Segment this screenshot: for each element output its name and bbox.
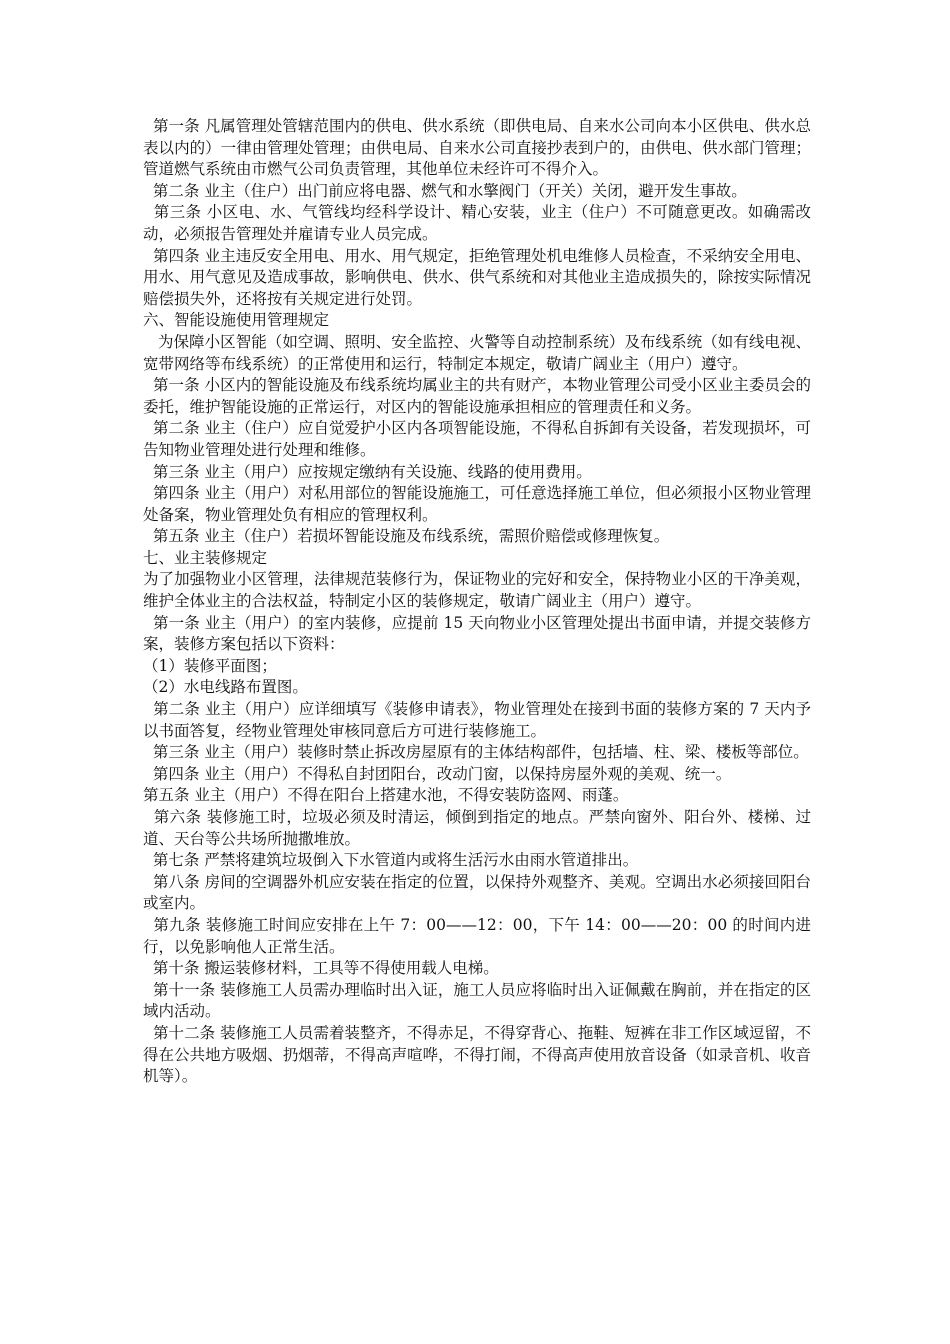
smart-article-5: 第五条 业主（住户）若损坏智能设施及布线系统，需照价赔偿或修理恢复。 bbox=[143, 527, 670, 546]
renovation-article-7: 第七条 严禁将建筑垃圾倒入下水管道内或将生活污水由雨水管道排出。 bbox=[143, 851, 639, 870]
article-4-violations: 第四条 业主违反安全用电、用水、用气规定，拒绝管理处机电维修人员检查，不采纳安全用电、用水、用气意见及造成事故，影响供电、供水、供气系统和对其他业主造成损失的，除按实际情况赔偿损失外，还将按有关规定进行处罚。 bbox=[143, 246, 812, 308]
smart-article-3: 第三条 业主（用户）应按规定缴纳有关设施、线路的使用费用。 bbox=[143, 462, 592, 481]
renovation-article-11: 第十一条 装修施工人员需办理临时出入证，施工人员应将临时出入证佩戴在胸前，并在指定的区域内活动。 bbox=[143, 980, 812, 1021]
renovation-article-8: 第八条 房间的空调器外机应安装在指定的位置，以保持外观整齐、美观。空调出水必须接回阳台或室内。 bbox=[143, 872, 812, 913]
renovation-list-item-2: （2）水电线路布置图。 bbox=[143, 678, 308, 697]
smart-article-2: 第二条 业主（住户）应自觉爱护小区内各项智能设施，不得私自拆卸有关设备，若发现损坏，可告知物业管理处进行处理和维修。 bbox=[143, 419, 812, 459]
article-3-pipeline-changes: 第三条 小区电、水、气管线均经科学设计、精心安装，业主（住户）不可随意更改。如确需改动，必须报告管理处并雇请专业人员完成。 bbox=[143, 203, 811, 243]
article-1-utilities-management: 第一条 凡属管理处管辖范围内的供电、供水系统（即供电局、自来水公司向本小区供电、供水总表以内的）一律由管理处管理；由供电局、自来水公司直接抄表到户的，由供电、供水部门管理；管道燃气系统由市燃气公司负责管理，其他单位未经许可不得介入。 bbox=[143, 117, 812, 179]
renovation-article-4: 第四条 业主（用户）不得私自封团阳台，改动门窗，以保持房屋外观的美观、统一。 bbox=[143, 764, 732, 783]
smart-article-4: 第四条 业主（用户）对私用部位的智能设施施工，可任意选择施工单位，但必须报小区物业管理处备案，物业管理处负有相应的管理权利。 bbox=[143, 484, 812, 524]
smart-facilities-intro: 为保障小区智能（如空调、照明、安全监控、火警等自动控制系统）及布线系统（如有线电视、宽带网络等布线系统）的正常使用和运行，特制定本规定，敬请广阔业主（用户）遵守。 bbox=[143, 332, 811, 373]
renovation-intro: 为了加强物业小区管理，法律规范装修行为，保证物业的完好和安全，保持物业小区的干净美观，维护全体业主的合法权益，特制定小区的装修规定，敬请广阔业主（用户）遵守。 bbox=[143, 570, 811, 611]
document-body bbox=[143, 116, 811, 1088]
renovation-article-9: 第九条 装修施工时间应安排在上午 7：00——12：00，下午 14：00——20：00 的时间内进行，以免影响他人正常生活。 bbox=[143, 915, 811, 956]
section-heading-renovation: 七、业主装修规定 bbox=[143, 548, 268, 567]
renovation-article-2: 第二条 业主（用户）应详细填写《装修申请表》，物业管理处在接到书面的装修方案的 7 天内予以书面答复，经物业管理处审核同意后方可进行装修施工。 bbox=[143, 700, 811, 740]
renovation-article-10: 第十条 搬运装修材料，工具等不得使用载人电梯。 bbox=[143, 959, 499, 978]
renovation-article-5: 第五条 业主（用户）不得在阳台上搭建水池，不得安装防盗网、雨蓬。 bbox=[143, 786, 629, 805]
renovation-article-12: 第十二条 装修施工人员需着装整齐，不得赤足，不得穿背心、拖鞋、短裤在非工作区域逗留，不得在公共地方吸烟、扔烟蒂，不得高声喧哗，不得打闹，不得高声使用放音设备（如录音机、收音机等）。 bbox=[143, 1023, 812, 1086]
article-2-close-valves: 第二条 业主（住户）出门前应将电器、燃气和水擎阀门（开关）关闭，避开发生事故。 bbox=[143, 181, 747, 200]
renovation-article-1: 第一条 业主（用户）的室内装修，应提前 15 天向物业小区管理处提出书面申请，并提交装修方案，装修方案包括以下资料： bbox=[143, 613, 811, 654]
renovation-list-item-1: （1）装修平面图； bbox=[143, 656, 277, 675]
smart-article-1: 第一条 小区内的智能设施及布线系统均属业主的共有财产，本物业管理公司受小区业主委员会的委托，维护智能设施的正常运行，对区内的智能设施承担相应的管理责任和义务。 bbox=[143, 376, 812, 416]
section-heading-smart-facilities: 六、智能设施使用管理规定 bbox=[143, 311, 330, 330]
renovation-article-3: 第三条 业主（用户）装修时禁止拆改房屋原有的主体结构部件，包括墙、柱、梁、楼板等部位。 bbox=[143, 743, 809, 762]
renovation-article-6: 第六条 装修施工时，垃圾必须及时清运，倾倒到指定的地点。严禁向窗外、阳台外、楼梯、过道、天台等公共场所抛撒堆放。 bbox=[143, 808, 811, 848]
